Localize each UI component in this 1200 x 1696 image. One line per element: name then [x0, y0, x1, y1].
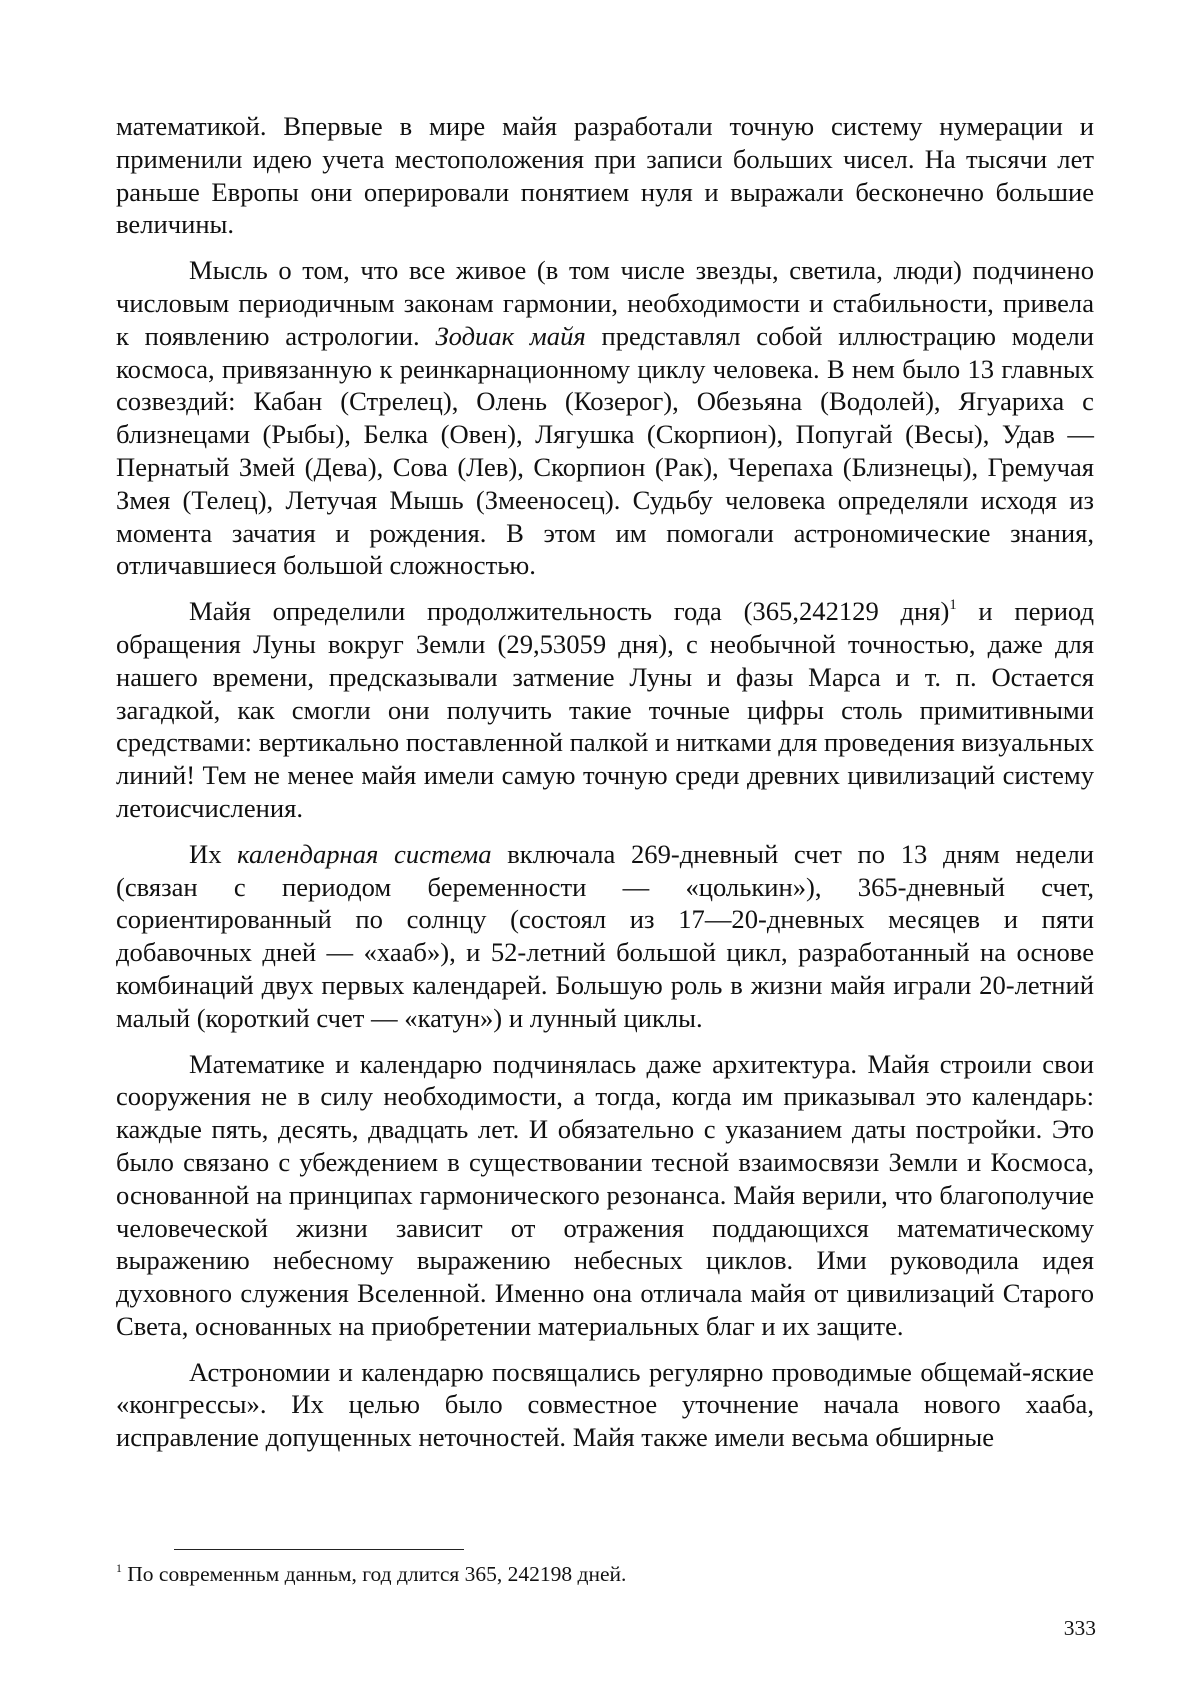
paragraph-1-text: математикой. Впервые в мире майя разработали точную систему нумерации и применили идею учета местоположения при записи больших чисел. На тысячи лет раньше Европы они оперировали понятием нуля и выражали бесконечно большие величины.	[116, 111, 1094, 240]
paragraph-2-text-start: Мысль о том, что все живое (в том числе звезды, светила, люди) подчинено числовым периодичным законам гармонии, необходимости и стабильности, привела к появлению астрологии.	[116, 255, 1094, 351]
zodiac-term: Зодиак майя	[435, 320, 586, 351]
footnote-separator	[174, 1549, 464, 1550]
paragraph-6-text: Астрономии и календарю посвящались регулярно проводимые общемай-яские «конгрессы». Их целью было совместное уточнение начала нового хааба, исправление допущенных неточностей. Майя также имели весьма обширные	[116, 1356, 1094, 1453]
footnote	[116, 1560, 1096, 1588]
body-text	[116, 110, 1094, 1467]
footnote-marker: 1	[116, 1561, 122, 1576]
paragraph-6	[116, 1356, 1094, 1454]
paragraph-4-text-end: включала 269-дневный счет по 13 дням недели (связан с периодом беременности — «цолькин»), 365-дневный счет, сориентированный по солнцу (состоял из 17—20-дневных месяцев и пяти добавочных дней — «хааб»), и 52-летний большой цикл, разработанный на основе комбинаций двух первых календарей. Большую роль в жизни майя играли 20-летний малый (короткий счет — «катун») и лунный циклы.	[116, 838, 1094, 1033]
paragraph-3	[116, 595, 1094, 825]
paragraph-2	[116, 254, 1094, 582]
paragraph-5-text: Математике и календарю подчинялась даже архитектура. Майя строили свои сооружения не в силу необходимости, а тогда, когда им приказывал это календарь: каждые пять, десять, двадцать лет. И обязательно с указанием даты постройки. Это было связано с убеждением в существовании тесной взаимосвязи Земли и Космоса, основанной на принципах гармонического резонанса. Майя верили, что благополучие человеческой жизни зависит от отражения поддающихся математическому выражению небесному выражению небесных циклов. Ими руководила идея духовного служения Вселенной. Именно она отличала майя от цивилизаций Старого Света, основанных на приобретении материальных благ и их защите.	[116, 1048, 1094, 1341]
paragraph-4-text-start: Их	[189, 838, 238, 869]
paragraph-3-text-end: и период обращения Луны вокруг Земли (29,53059 дня), с необычной точностью, даже для нашего времени, предсказывали затмение Луны и фазы Марса и т. п. Остается загадкой, как смогли они получить такие точные цифры столь примитивными средствами: вертикально поставленной палкой и нитками для проведения визуальных линий! Тем не менее майя имели самую точную среди древних цивилизаций систему летоисчисления.	[116, 596, 1094, 823]
paragraph-1	[116, 110, 1094, 241]
page-number: 333	[1063, 1616, 1096, 1640]
calendar-system-term: календарная система	[237, 838, 492, 869]
paragraph-4	[116, 838, 1094, 1035]
footnote-reference: 1	[949, 597, 957, 614]
paragraph-3-text-start: Майя определили продолжительность года (365,242129 дня)	[189, 596, 950, 627]
paragraph-2-text-end: представлял собой иллюстрацию модели космоса, привязанную к реинкарнационному циклу человека. В нем было 13 главных созвездий: Кабан (Стрелец), Олень (Козерог), Обезьяна (Водолей), Ягуариха с близнецами (Рыбы), Белка (Овен), Лягушка (Скорпион), Попугай (Весы), Удав — Пернатый Змей (Дева), Сова (Лев), Скорпион (Рак), Черепаха (Близнецы), Гремучая Змея (Телец), Летучая Мышь (Змееносец). Судьбу человека определяли исходя из момента зачатия и рождения. В этом им помогали астрономические знания, отличавшиеся большой сложностью.	[116, 320, 1094, 581]
paragraph-5	[116, 1048, 1094, 1343]
footnote-text: По современньм данньм, год длится 365, 242198 дней.	[121, 1562, 627, 1586]
